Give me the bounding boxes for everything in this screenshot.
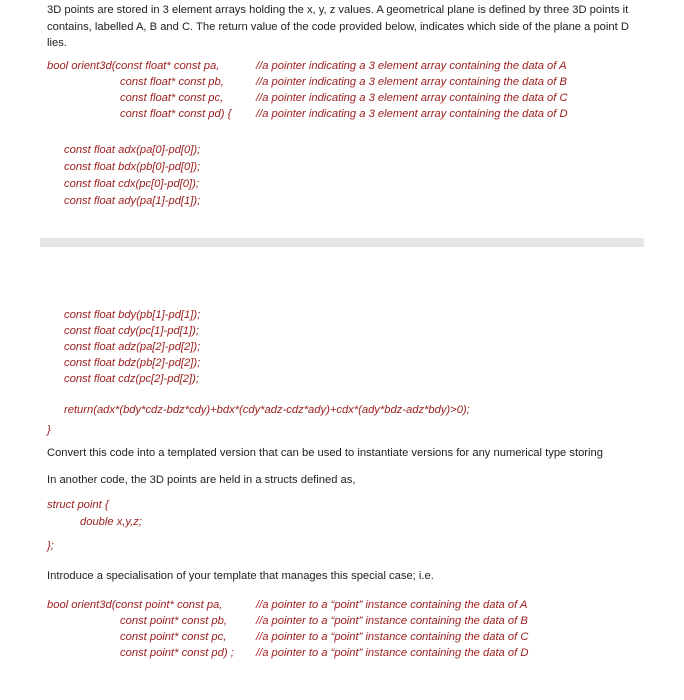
code-line: const float adx(pa[0]-pd[0]); xyxy=(64,144,201,156)
code-line: const float cdx(pc[0]-pd[0]); xyxy=(64,178,199,190)
signature-line: const point* const pd) ; xyxy=(120,647,234,659)
code-comment: //a pointer indicating a 3 element array containing the data of D xyxy=(256,108,568,120)
code-comment: //a pointer to a “point” instance containing the data of A xyxy=(256,599,528,611)
return-statement: return(adx*(bdy*cdz-bdz*cdy)+bdx*(cdy*adz-cdz*ady)+cdx*(ady*bdz-adz*bdy)>0); xyxy=(64,404,470,416)
code-comment: //a pointer indicating a 3 element array containing the data of C xyxy=(256,92,568,104)
code-line: const float bdx(pb[0]-pd[0]); xyxy=(64,161,201,173)
code-line: const float cdy(pc[1]-pd[1]); xyxy=(64,325,199,337)
intro-paragraph: 3D points are stored in 3 element arrays holding the x, y, z values. A geometrical plane is defined by three 3D points it contains, labelled A, B and C. The return value of the code provided below, indicates which side of the plane a point D lies. xyxy=(47,4,629,49)
signature-line: const point* const pb, xyxy=(120,615,227,627)
code-comment: //a pointer to a “point” instance containing the data of B xyxy=(256,615,528,627)
code-comment: //a pointer to a “point” instance containing the data of C xyxy=(256,631,529,643)
closing-brace: } xyxy=(47,424,51,436)
code-comment: //a pointer indicating a 3 element array containing the data of B xyxy=(256,76,567,88)
code-line: const float adz(pa[2]-pd[2]); xyxy=(64,341,201,353)
struct-line: double x,y,z; xyxy=(80,516,142,528)
task-text-struct: In another code, the 3D points are held in a structs defined as, xyxy=(47,474,356,486)
page-break-divider xyxy=(40,238,644,247)
signature-line: bool orient3d(const float* const pa, xyxy=(47,60,220,72)
code-comment: //a pointer indicating a 3 element array containing the data of A xyxy=(256,60,567,72)
struct-line: struct point { xyxy=(47,499,109,511)
signature-line: const float* const pc, xyxy=(120,92,224,104)
code-comment: //a pointer to a “point” instance containing the data of D xyxy=(256,647,529,659)
code-line: const float bdz(pb[2]-pd[2]); xyxy=(64,357,201,369)
code-line: const float bdy(pb[1]-pd[1]); xyxy=(64,309,201,321)
task-text-template: Convert this code into a templated version that can be used to instantiate versions for any numerical type storing xyxy=(47,447,603,459)
task-text-specialisation: Introduce a specialisation of your template that manages this special case; i.e. xyxy=(47,570,434,582)
signature-line: const point* const pc, xyxy=(120,631,227,643)
signature-line: const float* const pb, xyxy=(120,76,224,88)
code-line: const float cdz(pc[2]-pd[2]); xyxy=(64,373,199,385)
signature-line: const float* const pd) { xyxy=(120,108,232,120)
struct-line: }; xyxy=(47,540,54,552)
signature-line: bool orient3d(const point* const pa, xyxy=(47,599,223,611)
code-line: const float ady(pa[1]-pd[1]); xyxy=(64,195,201,207)
